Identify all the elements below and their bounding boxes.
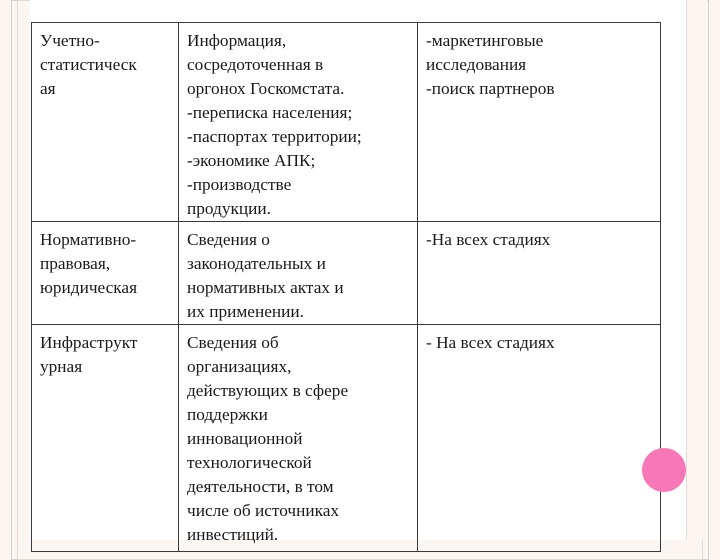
table-cell-stage: -На всех стадиях [418, 222, 661, 325]
table-row [32, 222, 661, 325]
table-cell-type: Нормативно- правовая, юридическая [32, 222, 179, 325]
table-row [32, 23, 661, 222]
slide-side-bar [686, 0, 707, 540]
table-cell-info: Сведения об организациях, действующих в сфере поддержки инновационной технологической деятельности, в том числе об источниках инвестиций. [179, 325, 418, 552]
table-cell-type: Инфраструкт урная [32, 325, 179, 552]
table-row [32, 325, 661, 552]
table-cell-info: Сведения о законодательных и нормативных актах и их применении. [179, 222, 418, 325]
pink-circle-decoration [642, 448, 686, 492]
table-cell-stage: - На всех стадиях [418, 325, 661, 552]
table-cell-stage: -маркетинговые исследования -поиск партнеров [418, 23, 661, 222]
information-table [31, 22, 661, 552]
table-cell-type: Учетно- статистическ ая [32, 23, 179, 222]
table-cell-info: Информация, сосредоточенная в оргонох Госкомстата. -переписка населения; -паспортах территории; -экономике АПК; -производстве продукции. [179, 23, 418, 222]
